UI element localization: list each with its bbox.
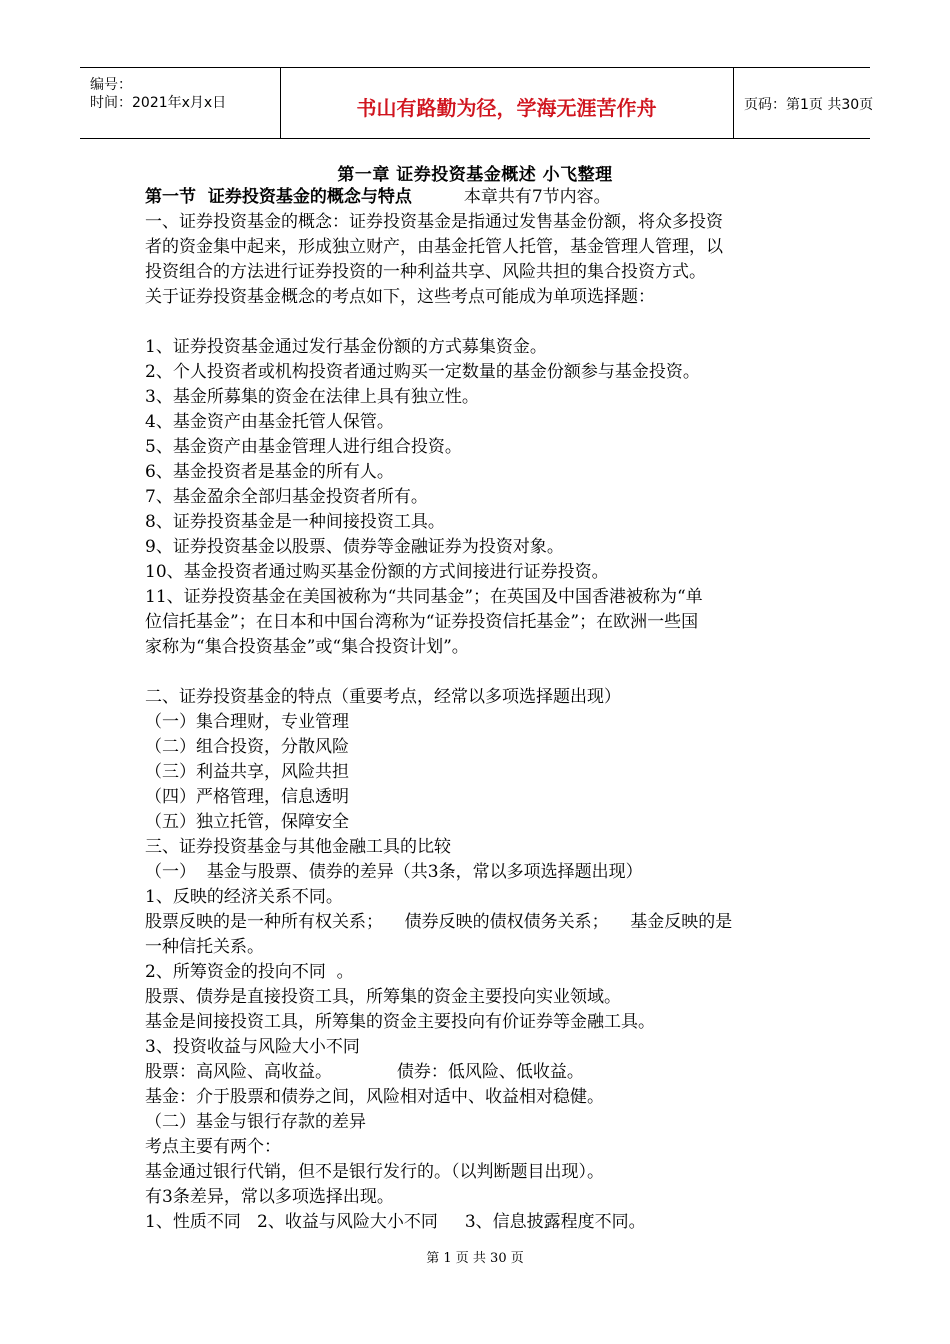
body-line: （二）组合投资，分散风险 — [145, 737, 349, 757]
body-line: 5、基金资产由基金管理人进行组合投资。 — [145, 437, 462, 457]
body-line: 1、证券投资基金通过发行基金份额的方式募集资金。 — [145, 337, 547, 357]
body-line: 4、基金资产由基金托管人保管。 — [145, 412, 394, 432]
body-line: 11、证券投资基金在美国被称为“共同基金”；在英国及中国香港被称为“单 — [145, 587, 703, 607]
body-line: 股票、债券是直接投资工具，所筹集的资金主要投向实业领域。 — [145, 987, 621, 1007]
body-line: 1、反映的经济关系不同。 — [145, 887, 343, 907]
blank-line — [145, 310, 815, 335]
page-footer: 第 1 页 共 30 页 — [426, 1251, 524, 1266]
body-line: 三、证券投资基金与其他金融工具的比较 — [145, 837, 451, 857]
body-line: （五）独立托管，保障安全 — [145, 812, 349, 832]
body-line: 股票：高风险、高收益。 债券：低风险、低收益。 — [145, 1062, 584, 1082]
section-title: 第一节 证券投资基金的概念与特点 — [145, 187, 412, 207]
body-line: 8、证券投资基金是一种间接投资工具。 — [145, 512, 445, 532]
blank-line — [145, 660, 815, 685]
header-right-cell — [734, 68, 874, 138]
header-page-label: 页码：第1页 共30页 — [744, 97, 874, 113]
body-line: 1、性质不同 2、收益与风险大小不同 3、信息披露程度不同。 — [145, 1212, 646, 1232]
body-line: 7、基金盈余全部归基金投资者所有。 — [145, 487, 428, 507]
body-line: 6、基金投资者是基金的所有人。 — [145, 462, 394, 482]
body-lines — [145, 210, 815, 1235]
section-heading-line — [145, 185, 815, 210]
body-line: 二、证券投资基金的特点（重要考点，经常以多项选择题出现） — [145, 687, 621, 707]
body-line: 股票反映的是一种所有权关系； 债券反映的债权债务关系； 基金反映的是 — [145, 912, 733, 932]
chapter-title: 第一章 证券投资基金概述 小飞整理 — [337, 165, 613, 185]
body-line: （一）集合理财，专业管理 — [145, 712, 349, 732]
body-line: （四）严格管理，信息透明 — [145, 787, 349, 807]
body-line: 者的资金集中起来，形成独立财产，由基金托管人托管，基金管理人管理，以 — [145, 237, 723, 257]
header-middle-cell — [280, 68, 734, 138]
document-body — [145, 185, 815, 1235]
body-line: 3、投资收益与风险大小不同 — [145, 1037, 360, 1057]
document-number-label: 编号： — [90, 77, 132, 93]
body-line: 3、基金所募集的资金在法律上具有独立性。 — [145, 387, 479, 407]
body-line: （一） 基金与股票、债券的差异（共3条，常以多项选择题出现） — [145, 862, 643, 882]
body-line: 位信托基金”；在日本和中国台湾称为“证券投资信托基金”；在欧洲一些国 — [145, 612, 699, 632]
body-line: 考点主要有两个： — [145, 1137, 281, 1157]
section-note: 本章共有7节内容。 — [463, 187, 611, 207]
document-date-label: 时间：2021年x月x日 — [90, 95, 227, 111]
header-motto: 书山有路勤为径，学海无涯苦作舟 — [356, 96, 657, 120]
page-header — [80, 67, 874, 139]
body-line: 基金：介于股票和债券之间，风险相对适中、收益相对稳健。 — [145, 1087, 604, 1107]
body-line: 基金是间接投资工具，所筹集的资金主要投向有价证券等金融工具。 — [145, 1012, 655, 1032]
body-line: 有3条差异，常以多项选择出现。 — [145, 1187, 394, 1207]
body-line: 基金通过银行代销，但不是银行发行的。（以判断题目出现）。 — [145, 1162, 604, 1182]
body-line: （三）利益共享，风险共担 — [145, 762, 349, 782]
body-line: 2、个人投资者或机构投资者通过购买一定数量的基金份额参与基金投资。 — [145, 362, 700, 382]
body-line: 10、基金投资者通过购买基金份额的方式间接进行证券投资。 — [145, 562, 609, 582]
header-left-cell — [80, 68, 281, 138]
body-line: 一种信托关系。 — [145, 937, 264, 957]
body-line: 9、证券投资基金以股票、债券等金融证券为投资对象。 — [145, 537, 564, 557]
body-line: （二）基金与银行存款的差异 — [145, 1112, 366, 1132]
body-line: 家称为“集合投资基金”或“集合投资计划”。 — [145, 637, 469, 657]
body-line: 关于证券投资基金概念的考点如下，这些考点可能成为单项选择题： — [145, 287, 655, 307]
body-line: 2、所筹资金的投向不同 。 — [145, 962, 354, 982]
body-line: 一、证券投资基金的概念：证券投资基金是指通过发售基金份额，将众多投资 — [145, 212, 723, 232]
body-line: 投资组合的方法进行证券投资的一种利益共享、风险共担的集合投资方式。 — [145, 262, 706, 282]
